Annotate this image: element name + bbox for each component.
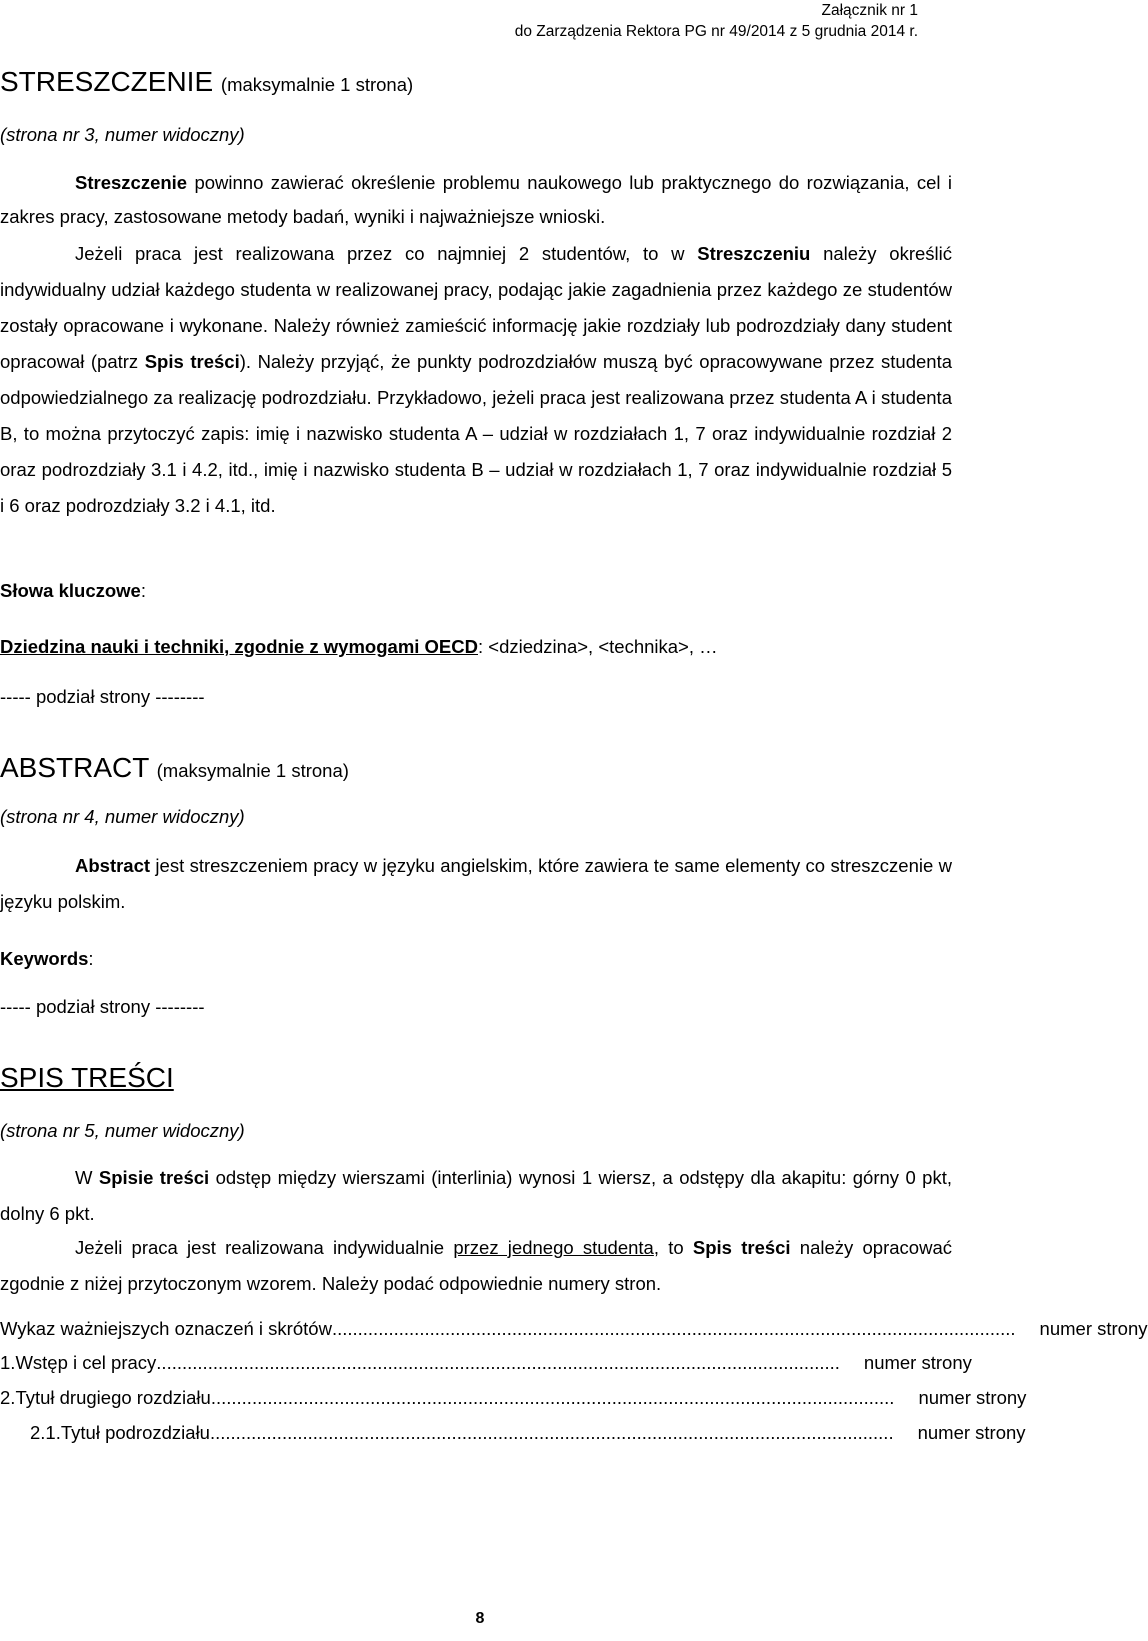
toc-entry-number: 2.1.	[30, 1422, 61, 1443]
spis-paragraph-2: Jeżeli praca jest realizowana indywidualnie przez jednego studenta, to Spis treści należy opracować zgodnie z niżej przytoczonym wzorem. Należy podać odpowiednie numery stron.	[0, 1237, 952, 1294]
streszczenie-title-note: (maksymalnie 1 strona)	[220, 74, 414, 95]
streszczenie-heading	[0, 66, 413, 98]
dziedzina-line: Dziedzina nauki i techniki, zgodnie z wymogami OECD: <dziedzina>, <technika>, …	[0, 636, 718, 657]
toc-page-number: numer strony	[863, 1352, 972, 1373]
streszczenie-paragraph-2: Jeżeli praca jest realizowana przez co najmniej 2 studentów, to w Streszczeniu należy określić indywidualny udział każdego studenta w realizowanej pracy, podając jakie zagadnienia przez każdego ze studentów zostały opracowane i wykonane. Należy również zamieścić informację jakie rozdziały lub podrozdziały dany student opracował (patrz Spis treści). Należy przyjąć, że punkty podrozdziałów muszą być opracowywane przez studenta odpowiedzialnego za realizację podrozdziału. Przykładowo, jeżeli praca jest realizowana przez studenta A i studenta B, to można przytoczyć zapis: imię i nazwisko studenta A – udział w rozdziałach 1, 7 oraz indywidualnie rozdział 2 oraz podrozdziały 3.1 i 4.2, itd., imię i nazwisko studenta B – udział w rozdziałach 1, 7 oraz indywidualnie rozdział 5 i 6 oraz podrozdziały 3.2 i 4.1, itd.	[0, 243, 953, 516]
dziedzina-label: Dziedzina nauki i techniki, zgodnie z wymogami OECD	[0, 636, 478, 657]
toc-leader: .....................................................................................................................................	[331, 1318, 1016, 1339]
toc-leader: .....................................................................................................................................	[209, 1422, 894, 1443]
page-break-1: ----- podział strony --------	[0, 686, 205, 707]
abstract-title: ABSTRACT	[0, 752, 149, 783]
slowa-kluczowe: Słowa kluczowe:	[0, 580, 146, 601]
toc-entry	[0, 1318, 1148, 1340]
keywords-label: Keywords	[0, 948, 89, 969]
toc-entry-title: Tytuł drugiego rozdziału	[15, 1387, 211, 1408]
toc-leader: .....................................................................................................................................	[210, 1387, 895, 1408]
toc-entry-title: Wykaz ważniejszych oznaczeń i skrótów	[0, 1318, 332, 1339]
header-line-2: do Zarządzenia Rektora PG nr 49/2014 z 5 grudnia 2014 r.	[514, 23, 918, 40]
streszczenie-term: Streszczenie	[75, 172, 188, 193]
header-line-1: Załącznik nr 1	[821, 2, 918, 19]
abstract-page-note: (strona nr 4, numer widoczny)	[0, 806, 245, 827]
streszczenie-paragraph-1: Streszczenie powinno zawierać określenie problemu naukowego lub praktycznego do rozwiązania, cel i zakres pracy, zastosowane metody badań, wyniki i najważniejsze wnioski.	[0, 172, 952, 227]
abstract-paragraph: Abstract jest streszczeniem pracy w języku angielskim, które zawiera te same elementy co streszczenie w języku polskim.	[0, 855, 952, 912]
keywords: Keywords:	[0, 948, 94, 969]
spis-paragraph-1: W Spisie treści odstęp między wierszami (interlinia) wynosi 1 wiersz, a odstępy dla akapitu: górny 0 pkt, dolny 6 pkt.	[0, 1167, 952, 1224]
toc-entry-number: 1.	[0, 1352, 16, 1373]
toc-leader: .....................................................................................................................................	[156, 1352, 840, 1373]
abstract-title-note: (maksymalnie 1 strona)	[156, 760, 349, 781]
toc-page-number: numer strony	[1039, 1318, 1148, 1339]
attachment-header	[515, 0, 918, 42]
toc-page-number: numer strony	[918, 1387, 1027, 1408]
toc-entry-number: 2.	[0, 1387, 16, 1408]
spis-page-note: (strona nr 5, numer widoczny)	[0, 1120, 245, 1141]
toc-page-number: numer strony	[917, 1422, 1026, 1443]
slowa-kluczowe-label: Słowa kluczowe	[0, 580, 141, 601]
page-break-2: ----- podział strony --------	[0, 996, 205, 1017]
page-number: 8	[475, 1610, 485, 1627]
toc-entry	[30, 1422, 1026, 1444]
spis-tresci-heading	[0, 1062, 174, 1094]
streszczenie-page-note: (strona nr 3, numer widoczny)	[0, 124, 245, 145]
toc-entry	[0, 1352, 972, 1374]
toc-entry	[0, 1387, 1027, 1409]
abstract-heading	[0, 752, 349, 784]
abstract-term: Abstract	[75, 855, 151, 876]
toc-entry-title: Wstęp i cel pracy	[15, 1352, 157, 1373]
toc-entry-title: Tytuł podrozdziału	[60, 1422, 210, 1443]
streszczenie-title: STRESZCZENIE	[0, 66, 214, 97]
spis-tresci-title: SPIS TREŚCI	[0, 1062, 174, 1093]
